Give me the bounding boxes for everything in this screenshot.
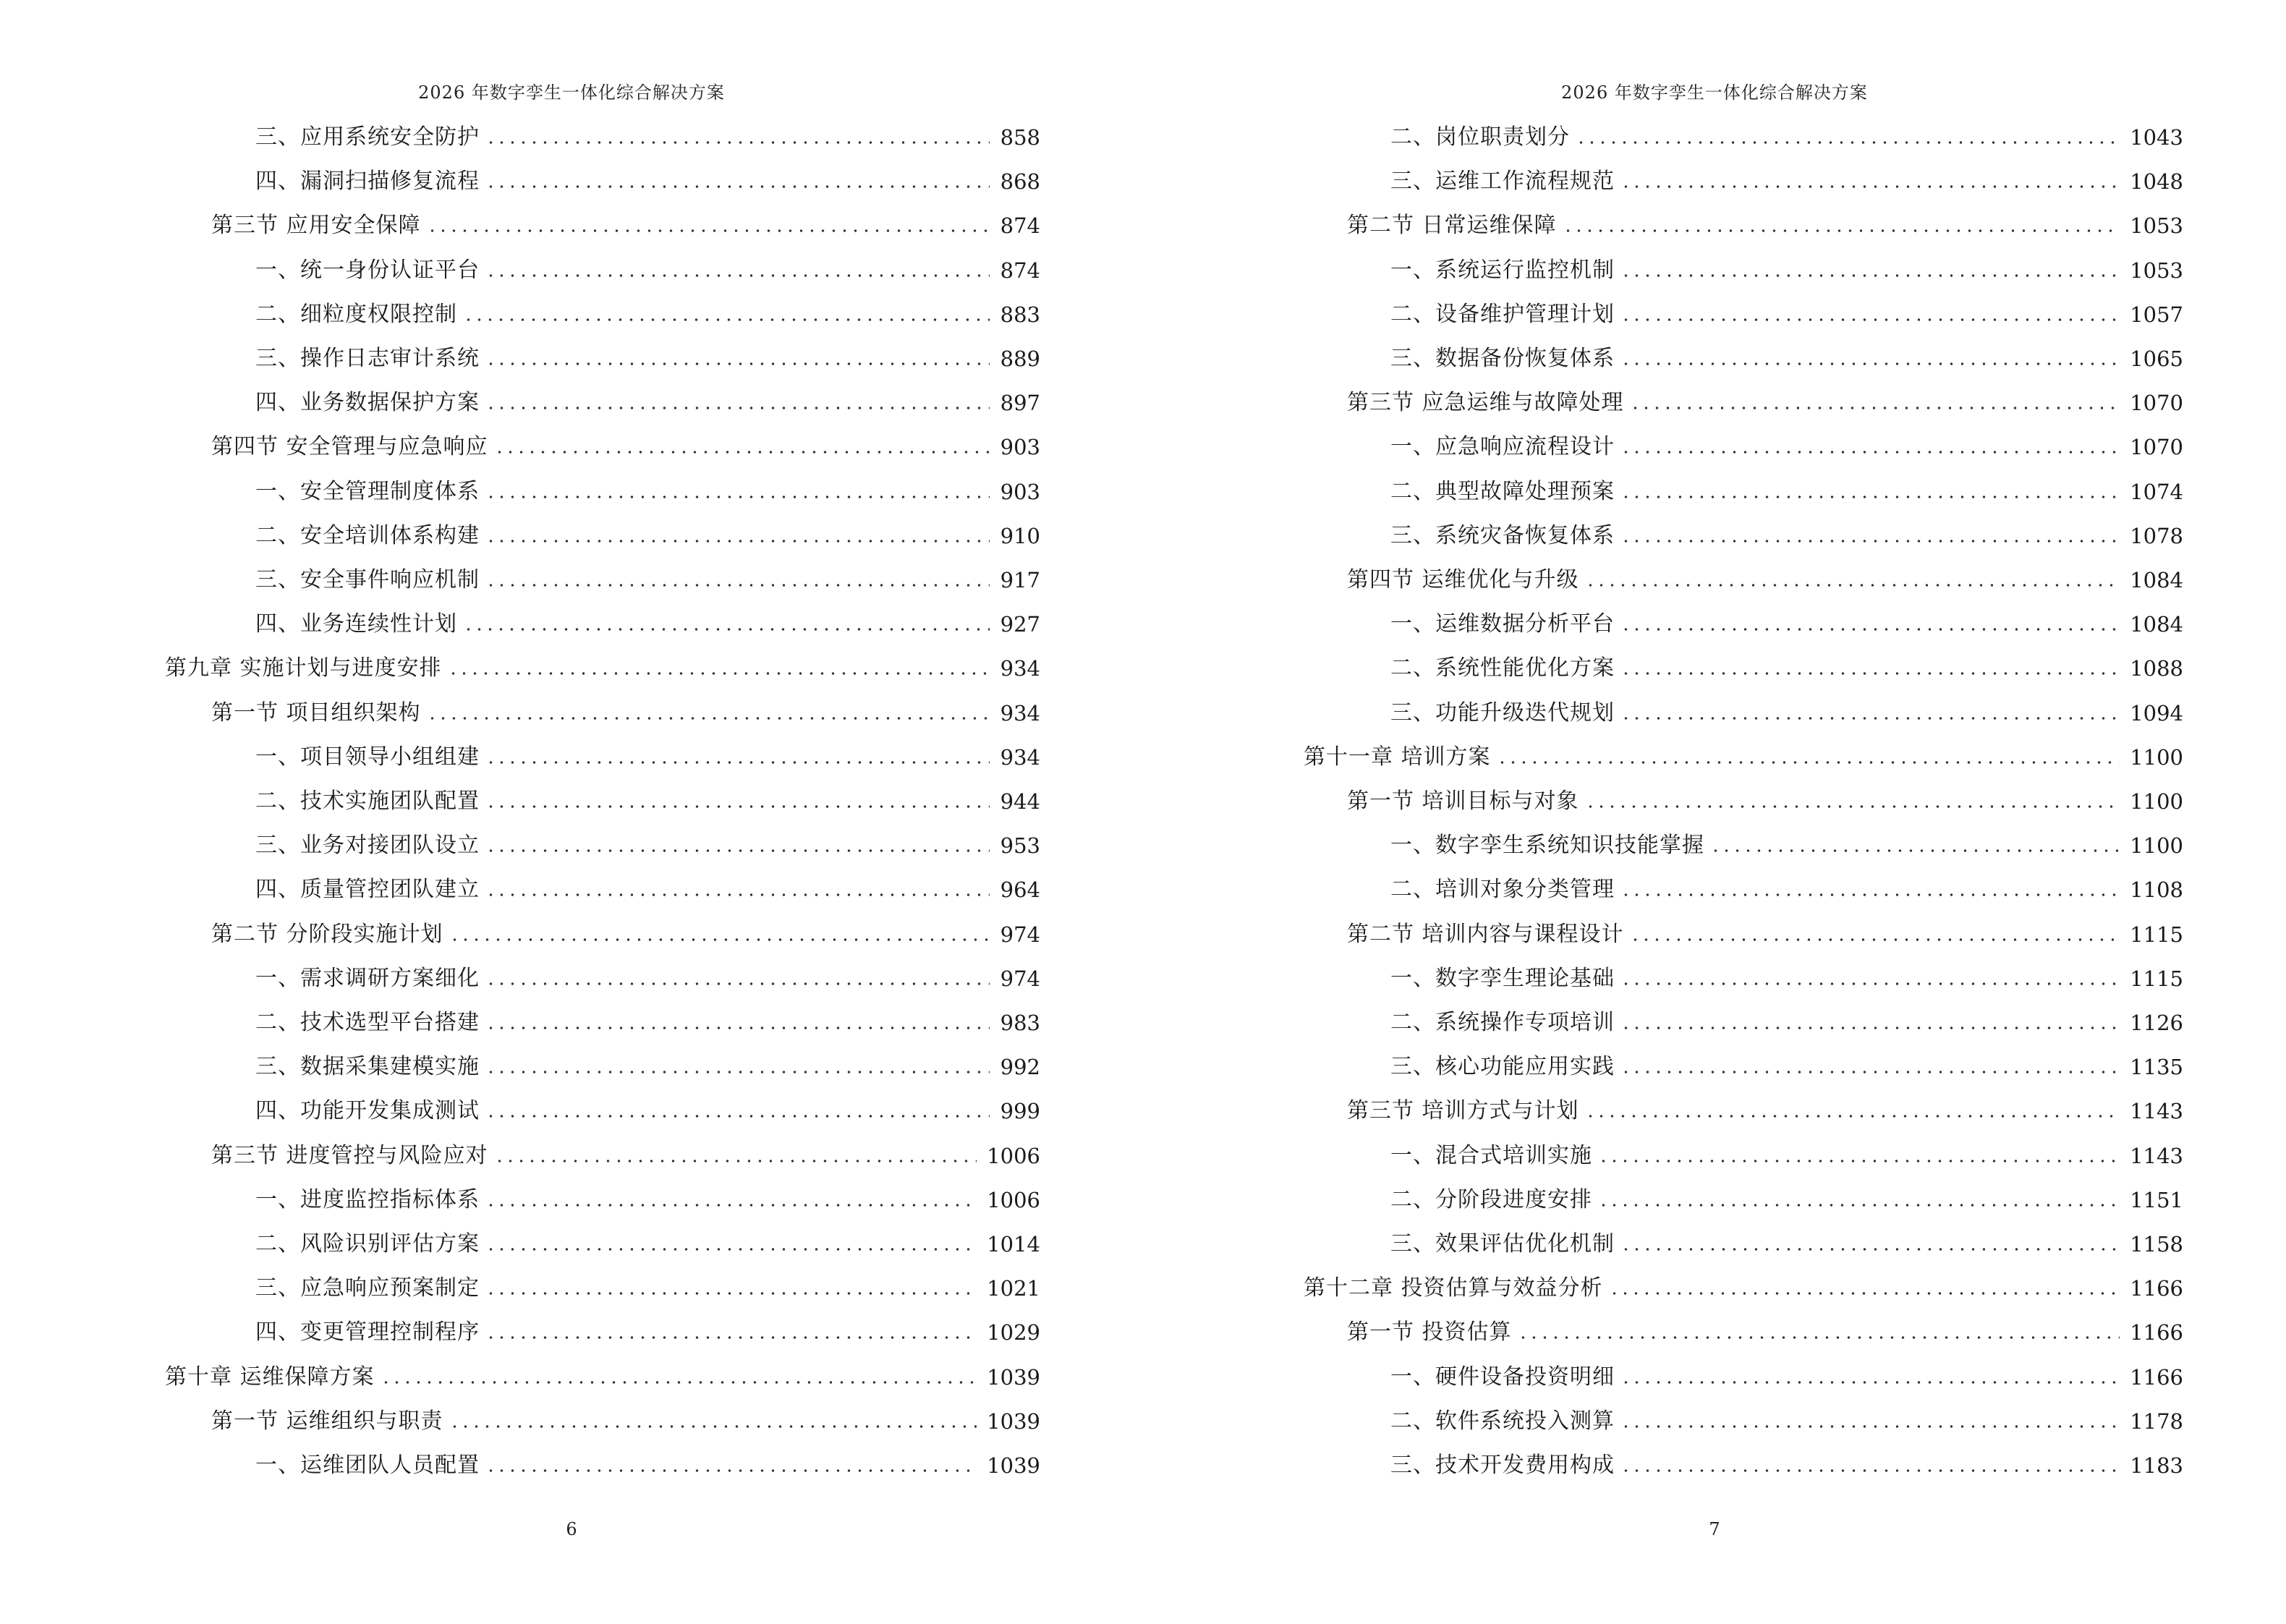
toc-entry-title: 二、技术实施团队配置 [255,788,480,814]
toc-entry-title: 一、数字孪生理论基础 [1390,965,1615,991]
page-number: 6 [566,1519,577,1539]
dot-leader [1576,140,2120,145]
toc-entry-page-number: 1006 [987,1187,1040,1212]
toc-entry-item[interactable] [255,780,1040,823]
dot-leader [485,583,990,587]
toc-entry-title: 第三节 进度管控与风险应对 [211,1142,488,1168]
toc-entry-item[interactable] [255,558,1040,602]
dot-leader [1620,627,2120,632]
toc-entry-item[interactable] [255,1089,1040,1133]
toc-entry-page-number: 917 [1000,568,1040,592]
dot-leader [1630,938,2120,942]
toc-entry-title: 第十一章 培训方案 [1304,744,1491,770]
toc-entry-page-number: 999 [1000,1099,1040,1124]
toc-entry-title: 三、安全事件响应机制 [255,567,480,592]
toc-entry-title: 第一节 项目组织架构 [211,700,421,726]
toc-entry-title: 二、技术选型平台搭建 [255,1010,480,1035]
toc-entry-page-number: 1070 [2130,435,2183,460]
toc-entry-item[interactable] [1390,425,2183,469]
toc-entry-item[interactable] [1390,249,2183,292]
toc-entry-item[interactable] [255,337,1040,381]
dot-leader [494,450,990,454]
toc-entry-page-number: 874 [1000,258,1040,283]
toc-entry-item[interactable] [1390,116,2183,159]
toc-entry-item[interactable] [255,824,1040,867]
toc-entry-title: 第二节 培训内容与课程设计 [1347,921,1624,947]
dot-leader [463,318,990,322]
toc-entry-title: 一、统一身份认证平台 [255,257,480,283]
toc-entry-title: 三、应用系统安全防护 [255,124,480,150]
toc-entry-page-number: 964 [1000,877,1040,903]
dot-leader [485,362,990,366]
toc-entry-title: 一、硬件设备投资明细 [1390,1364,1615,1390]
toc-entry-title: 第十章 运维保障方案 [165,1364,375,1390]
toc-entry-title: 二、设备维护管理计划 [1390,301,1615,327]
toc-entry-title: 一、系统运行监控机制 [1390,257,1615,283]
toc-entry-item[interactable] [255,116,1040,159]
toc-entry-title: 二、典型故障处理预案 [1390,478,1615,504]
toc-entry-page-number: 883 [1000,302,1040,327]
toc-entry-page-number: 1166 [2130,1276,2183,1301]
toc-entry-title: 三、效果评估优化机制 [1390,1231,1615,1257]
toc-entry-title: 三、系统灾备恢复体系 [1390,522,1615,548]
toc-entry-section[interactable] [211,204,1040,247]
toc-entry-item[interactable] [255,293,1040,336]
page-header: 2026 年数字孪生一体化综合解决方案 [418,82,725,103]
toc-entry-page-number: 1074 [2130,479,2183,504]
dot-leader [1563,229,2120,233]
dot-leader [1620,982,2120,986]
toc-entry-item[interactable] [255,868,1040,911]
dot-leader [1620,318,2120,322]
toc-entry-page-number: 944 [1000,789,1040,814]
toc-entry-page-number: 1158 [2130,1232,2183,1257]
toc-entry-title: 一、进度监控指标体系 [255,1186,480,1212]
toc-entry-title: 二、安全培训体系构建 [255,522,480,548]
toc-entry-page-number: 1048 [2130,169,2183,195]
dot-leader [485,1291,977,1296]
toc-entry-page-number: 1057 [2130,302,2183,327]
toc-entry-page-number: 1178 [2130,1408,2183,1434]
toc-entry-title: 一、数字孪生系统知识技能掌握 [1390,833,1704,859]
dot-leader [485,982,990,986]
dot-leader [485,140,990,145]
dot-leader [1620,671,2120,676]
toc-entry-section[interactable] [211,692,1040,735]
dot-leader [494,1159,977,1163]
toc-entry-title: 第三节 培训方式与计划 [1347,1098,1579,1124]
toc-entry-title: 第三节 应急运维与故障处理 [1347,390,1624,416]
toc-entry-page-number: 874 [1000,213,1040,239]
toc-entry-title: 第十二章 投资估算与效益分析 [1304,1275,1603,1301]
dot-leader [485,1026,990,1030]
toc-entry-item[interactable] [255,160,1040,203]
toc-entry-page-number: 934 [1000,700,1040,726]
toc-entry-item[interactable] [255,1267,1040,1310]
toc-entry-item[interactable] [1390,160,2183,203]
toc-entry-chapter[interactable] [1304,736,2183,779]
dot-leader [1518,1335,2120,1340]
toc-entry-item[interactable] [1390,1400,2183,1443]
toc-entry-page-number: 1126 [2130,1011,2183,1035]
toc-entry-title: 三、运维工作流程规范 [1390,169,1615,195]
dot-leader [1710,849,2120,853]
toc-entry-item[interactable] [1390,1223,2183,1266]
dot-leader [1620,1380,2120,1385]
toc-entry-title: 一、应急响应流程设计 [1390,434,1615,460]
toc-entry-section[interactable] [1347,1089,2183,1133]
toc-entry-title: 三、应急响应预案制定 [255,1275,480,1301]
toc-entry-title: 第三节 应用安全保障 [211,213,421,239]
dot-leader [1620,1026,2120,1030]
toc-entry-chapter[interactable] [1304,1267,2183,1310]
toc-entry-page-number: 910 [1000,523,1040,548]
toc-entry-section[interactable] [1347,381,2183,425]
toc-entry-title: 三、技术开发费用构成 [1390,1453,1615,1478]
dot-leader [1620,495,2120,499]
toc-entry-page-number: 1166 [2130,1320,2183,1345]
dot-leader [1497,760,2120,765]
toc-entry-item[interactable] [255,1223,1040,1266]
toc-entry-page-number: 1053 [2130,213,2183,239]
toc-entry-title: 一、运维团队人员配置 [255,1453,480,1478]
toc-entry-item[interactable] [255,603,1040,646]
toc-entry-item[interactable] [255,957,1040,1000]
toc-entry-section[interactable] [211,1400,1040,1443]
toc-entry-page-number: 1135 [2130,1055,2183,1080]
toc-entry-title: 第四节 运维优化与升级 [1347,567,1579,592]
toc-entry-title: 四、质量管控团队建立 [255,877,480,903]
toc-entry-item[interactable] [255,1444,1040,1487]
dot-leader [485,273,990,278]
toc-entry-title: 四、业务连续性计划 [255,611,457,637]
dot-leader [1620,362,2120,366]
dot-leader [1585,804,2120,809]
toc-entry-title: 第二节 日常运维保障 [1347,213,1557,239]
dot-leader [485,760,990,765]
toc-entry-item[interactable] [1390,1134,2183,1178]
toc-entry-item[interactable] [1390,1178,2183,1222]
toc-entry-page-number: 1039 [987,1453,1040,1478]
toc-entry-page-number: 889 [1000,347,1040,371]
toc-entry-title: 三、数据备份恢复体系 [1390,346,1615,371]
toc-entry-page-number: 1115 [2130,966,2183,991]
toc-entry-item[interactable] [255,736,1040,779]
toc-entry-title: 四、漏洞扫描修复流程 [255,169,480,195]
dot-leader [448,671,990,676]
toc-entry-item[interactable] [1390,470,2183,514]
toc-entry-title: 二、培训对象分类管理 [1390,877,1615,903]
toc-entry-section[interactable] [211,425,1040,469]
toc-entry-title: 第一节 运维组织与职责 [211,1408,443,1434]
dot-leader [1620,1070,2120,1074]
toc-entry-item[interactable] [255,1001,1040,1045]
toc-entry-item[interactable] [1390,293,2183,336]
dot-leader [485,804,990,809]
toc-entry-section[interactable] [1347,780,2183,823]
toc-entry-title: 第二节 分阶段实施计划 [211,921,443,947]
toc-entry-page-number: 1039 [987,1408,1040,1434]
toc-entry-item[interactable] [255,514,1040,558]
toc-entry-page-number: 1070 [2130,391,2183,416]
toc-entry-page-number: 1115 [2130,922,2183,947]
toc-entry-item[interactable] [1390,603,2183,646]
toc-entry-section[interactable] [211,913,1040,956]
dot-leader [485,495,990,499]
toc-entry-page-number: 1021 [987,1276,1040,1301]
toc-entry-title: 第一节 投资估算 [1347,1319,1512,1345]
dot-leader [1620,1424,2120,1429]
toc-entry-title: 三、功能升级迭代规划 [1390,700,1615,726]
toc-entry-title: 四、变更管理控制程序 [255,1319,480,1345]
dot-leader [449,1424,977,1429]
dot-leader [1609,1291,2120,1296]
toc-entry-title: 一、需求调研方案细化 [255,965,480,991]
toc-entry-title: 一、项目领导小组组建 [255,744,480,770]
toc-entry-page-number: 934 [1000,656,1040,681]
dot-leader [1620,1468,2120,1473]
toc-entry-section[interactable] [211,1134,1040,1178]
dot-leader [449,938,990,942]
dot-leader [485,1070,990,1074]
toc-entry-item[interactable] [255,249,1040,292]
toc-entry-title: 三、核心功能应用实践 [1390,1054,1615,1080]
toc-entry-page-number: 868 [1000,169,1040,195]
dot-leader [485,1247,977,1251]
toc-entry-title: 一、运维数据分析平台 [1390,611,1615,637]
toc-entry-title: 三、数据采集建模实施 [255,1054,480,1080]
toc-entry-page-number: 1151 [2130,1187,2183,1212]
toc-entry-page-number: 1053 [2130,258,2183,283]
dot-leader [485,406,990,410]
toc-entry-page-number: 1100 [2130,789,2183,814]
toc-entry-item[interactable] [1390,514,2183,558]
toc-entry-page-number: 1065 [2130,347,2183,371]
toc-entry-page-number: 1043 [2130,125,2183,150]
toc-entry-item[interactable] [1390,868,2183,911]
toc-entry-page-number: 1014 [987,1232,1040,1257]
toc-entry-page-number: 1143 [2130,1099,2183,1124]
toc-entry-title: 第四节 安全管理与应急响应 [211,434,488,460]
toc-entry-title: 二、细粒度权限控制 [255,301,457,327]
dot-leader [1585,1114,2120,1118]
dot-leader [485,849,990,853]
toc-entry-page-number: 1006 [987,1143,1040,1168]
toc-entry-item[interactable] [1390,1001,2183,1045]
toc-entry-chapter[interactable] [165,647,1040,690]
dot-leader [381,1380,977,1385]
toc-entry-item[interactable] [1390,337,2183,381]
dot-leader [463,627,990,632]
toc-entry-title: 四、业务数据保护方案 [255,390,480,416]
dot-leader [485,1114,990,1118]
dot-leader [485,1335,977,1340]
toc-entry-item[interactable] [255,470,1040,514]
toc-entry-page-number: 1094 [2130,700,2183,726]
dot-leader [1620,716,2120,720]
dot-leader [485,893,990,897]
toc-entry-page-number: 903 [1000,479,1040,504]
toc-entry-section[interactable] [1347,1311,2183,1354]
toc-entry-item[interactable] [1390,957,2183,1000]
dot-leader [1620,273,2120,278]
page-header: 2026 年数字孪生一体化综合解决方案 [1561,82,1868,103]
toc-entry-title: 二、软件系统投入测算 [1390,1408,1615,1434]
dot-leader [427,229,990,233]
toc-entry-page-number: 1100 [2130,744,2183,770]
dot-leader [1620,1247,2120,1251]
toc-entry-title: 二、系统操作专项培训 [1390,1010,1615,1035]
dot-leader [1620,893,2120,897]
toc-entry-section[interactable] [1347,913,2183,956]
dot-leader [485,1203,977,1207]
toc-entry-page-number: 1078 [2130,523,2183,548]
toc-entry-page-number: 1143 [2130,1143,2183,1168]
toc-entry-page-number: 1029 [987,1320,1040,1345]
dot-leader [427,716,990,720]
dot-leader [1630,406,2120,410]
toc-entry-page-number: 953 [1000,833,1040,859]
dot-leader [1598,1203,2120,1207]
toc-entry-title: 二、岗位职责划分 [1390,124,1570,150]
page-number: 7 [1709,1519,1720,1539]
toc-entry-page-number: 1084 [2130,568,2183,592]
dot-leader [485,1468,977,1473]
dot-leader [1620,450,2120,454]
toc-entry-page-number: 983 [1000,1011,1040,1035]
toc-entry-page-number: 1166 [2130,1364,2183,1390]
toc-entry-title: 一、混合式培训实施 [1390,1142,1592,1168]
toc-entry-item[interactable] [255,1311,1040,1354]
toc-entry-page-number: 974 [1000,966,1040,991]
toc-entry-page-number: 897 [1000,391,1040,416]
toc-entry-title: 二、风险识别评估方案 [255,1231,480,1257]
toc-entry-item[interactable] [255,381,1040,425]
toc-entry-page-number: 1084 [2130,612,2183,637]
dot-leader [1598,1159,2120,1163]
toc-entry-item[interactable] [1390,1045,2183,1089]
dot-leader [1585,583,2120,587]
toc-entry-title: 二、分阶段进度安排 [1390,1186,1592,1212]
toc-entry-page-number: 974 [1000,922,1040,947]
toc-entry-page-number: 1088 [2130,656,2183,681]
toc-entry-page-number: 1039 [987,1364,1040,1390]
toc-entry-item[interactable] [1390,647,2183,690]
toc-entry-page-number: 903 [1000,435,1040,460]
toc-entry-title: 一、安全管理制度体系 [255,478,480,504]
toc-entry-item[interactable] [255,1045,1040,1089]
toc-entry-page-number: 858 [1000,125,1040,150]
toc-entry-page-number: 992 [1000,1055,1040,1080]
toc-entry-title: 三、操作日志审计系统 [255,346,480,371]
toc-entry-item[interactable] [255,1178,1040,1222]
toc-entry-title: 四、功能开发集成测试 [255,1098,480,1124]
toc-entry-page-number: 1183 [2130,1453,2183,1478]
right-page [1143,0,2286,1624]
dot-leader [1620,184,2120,189]
toc-entry-page-number: 934 [1000,744,1040,770]
toc-entry-section[interactable] [1347,558,2183,602]
dot-leader [485,539,990,543]
toc-entry-title: 第一节 培训目标与对象 [1347,788,1579,814]
toc-entry-chapter[interactable] [165,1356,1040,1399]
dot-leader [1620,539,2120,543]
toc-entry-section[interactable] [1347,204,2183,247]
toc-entry-item[interactable] [1390,1444,2183,1487]
toc-entry-page-number: 927 [1000,612,1040,637]
toc-entry-title: 二、系统性能优化方案 [1390,655,1615,681]
toc-entry-item[interactable] [1390,692,2183,735]
toc-entry-item[interactable] [1390,1356,2183,1399]
toc-entry-title: 第九章 实施计划与进度安排 [165,655,442,681]
dot-leader [485,184,990,189]
toc-entry-item[interactable] [1390,824,2183,867]
toc-entry-title: 三、业务对接团队设立 [255,833,480,859]
toc-entry-page-number: 1100 [2130,833,2183,859]
toc-entry-page-number: 1108 [2130,877,2183,903]
